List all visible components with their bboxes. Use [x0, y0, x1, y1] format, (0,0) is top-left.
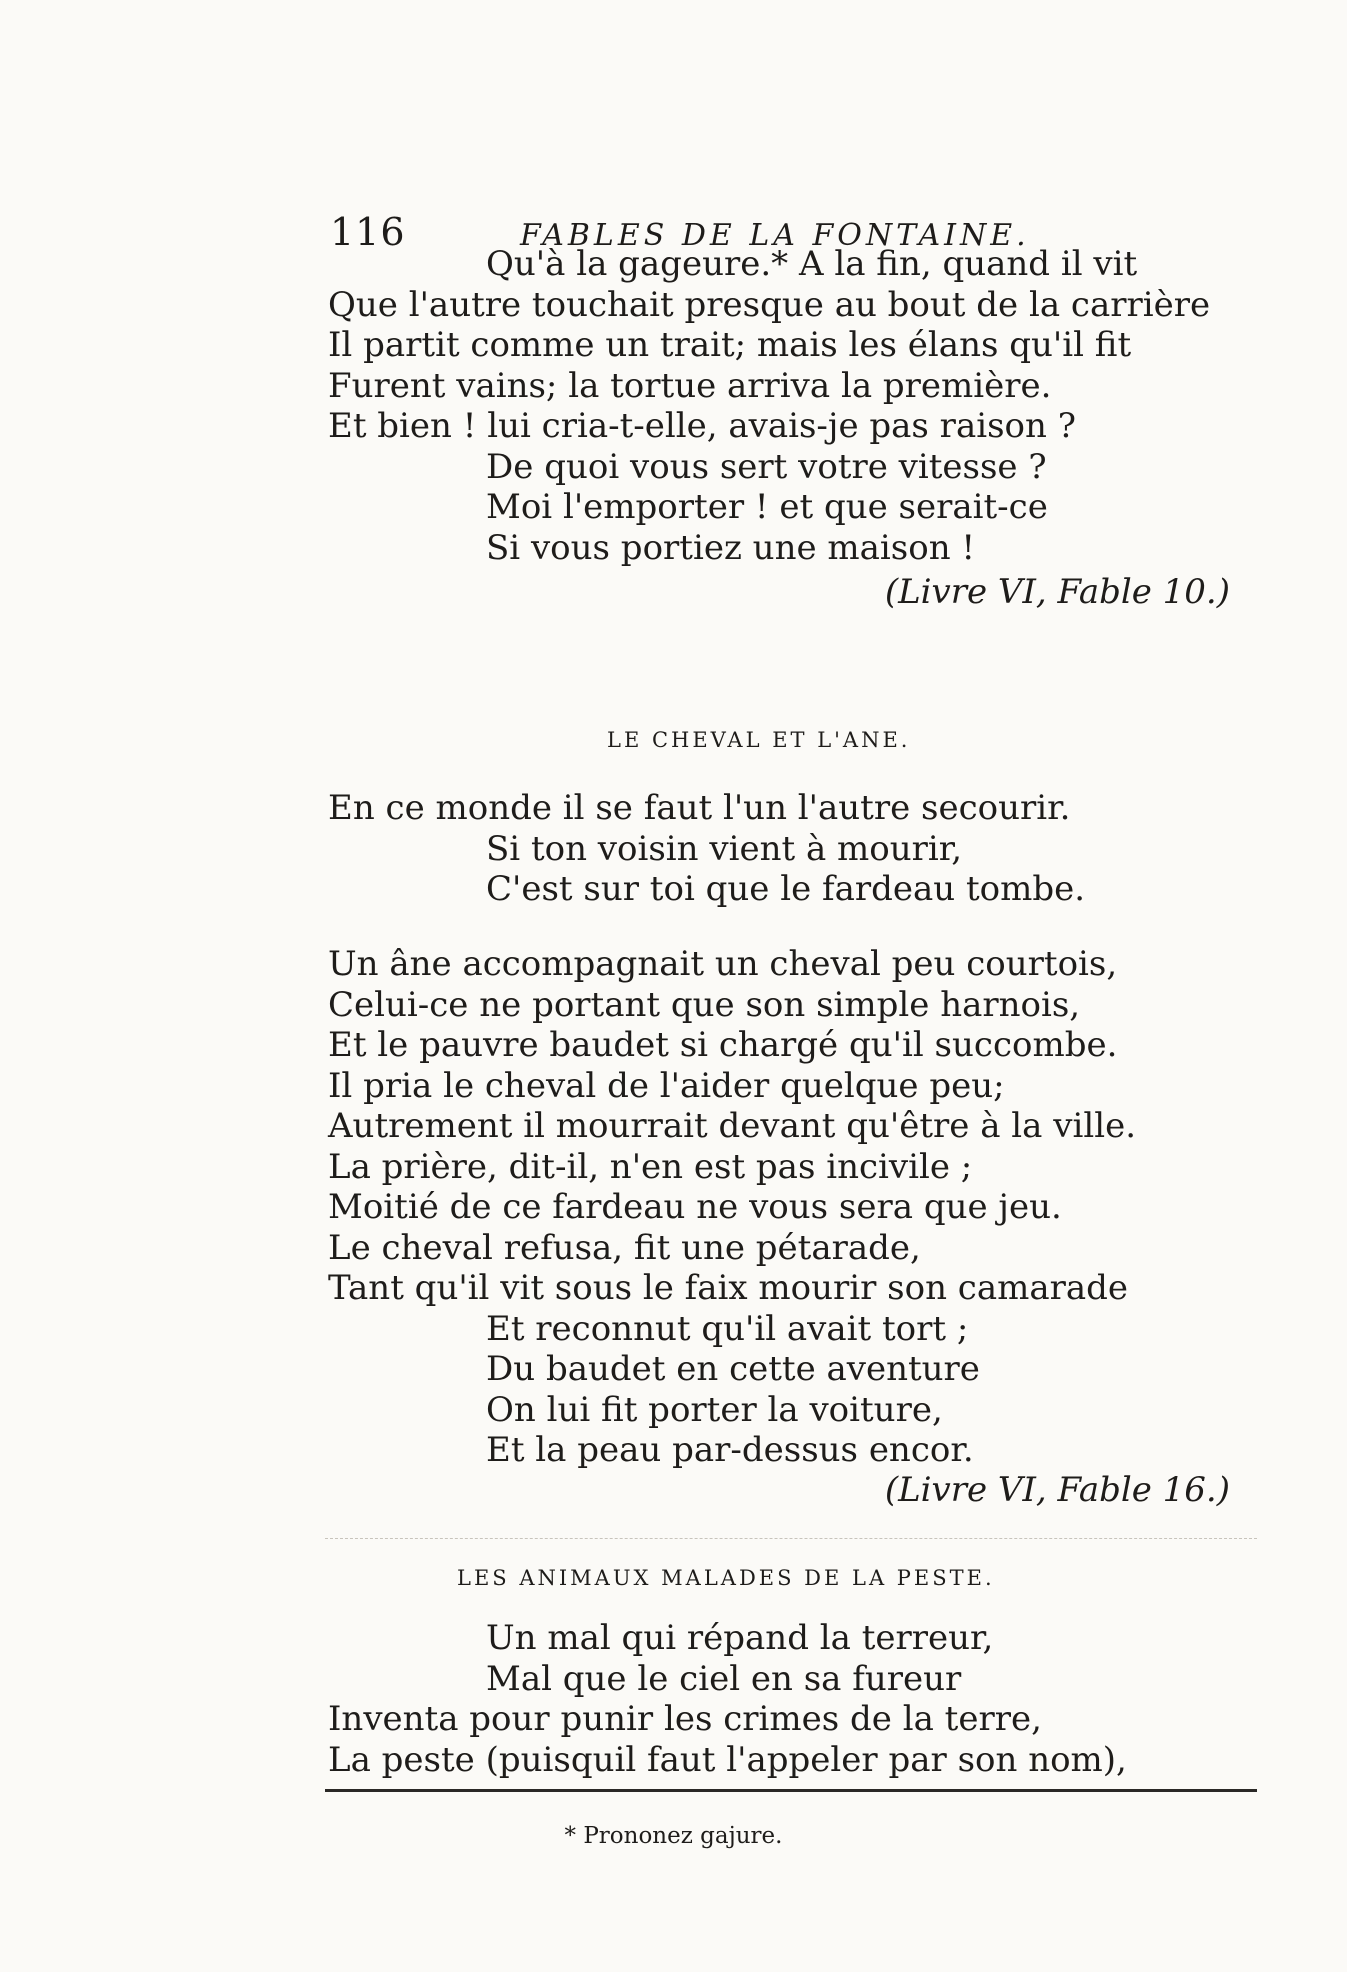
- verse-line: Qu'à la gageure.* A la fin, quand il vit: [486, 244, 1138, 284]
- verse-line: Furent vains; la tortue arriva la première.: [328, 365, 1052, 406]
- section-divider: [325, 1538, 1257, 1539]
- running-head: FABLES DE LA FONTAINE.: [520, 218, 1030, 253]
- footnote-rule: [325, 1789, 1257, 1792]
- verse-line: Que l'autre touchait presque au bout de la carrière: [328, 284, 1211, 325]
- verse-line: On lui fit porter la voiture,: [486, 1389, 943, 1430]
- fable2-title: LE CHEVAL ET L'ANE.: [607, 728, 911, 752]
- verse-line: La peste (puisquil faut l'appeler par son nom),: [328, 1739, 1127, 1780]
- verse-line: Inventa pour punir les crimes de la terre,: [328, 1699, 1042, 1739]
- verse-line: La prière, dit-il, n'en est pas incivile ;: [328, 1146, 973, 1187]
- verse-line: C'est sur toi que le fardeau tombe.: [486, 869, 1086, 909]
- verse-line: Et bien ! lui cria-t-elle, avais-je pas raison ?: [328, 406, 1076, 446]
- verse-line: Autrement il mourrait devant qu'être à la ville.: [328, 1106, 1136, 1146]
- verse-line: Du baudet en cette aventure: [486, 1349, 980, 1389]
- verse-line: Il partit comme un trait; mais les élans qu'il fit: [328, 325, 1132, 365]
- verse-line: Si vous portiez une maison !: [486, 527, 976, 568]
- fable2-stanza: [328, 944, 1268, 1471]
- verse-line: Et le pauvre baudet si chargé qu'il succombe.: [328, 1025, 1118, 1065]
- verse-line: Moitié de ce fardeau ne vous sera que jeu.: [328, 1187, 1062, 1227]
- verse-line: Un mal qui répand la terreur,: [486, 1618, 994, 1658]
- page-number: 116: [330, 210, 406, 254]
- fable3-stanza: [328, 1618, 1268, 1780]
- fable2-credit: (Livre VI, Fable 16.): [884, 1470, 1230, 1510]
- verse-line: Si ton voisin vient à mourir,: [486, 828, 963, 869]
- fable3-title: LES ANIMAUX MALADES DE LA PESTE.: [457, 1566, 995, 1590]
- verse-line: Et la peau par-dessus encor.: [486, 1430, 974, 1470]
- verse-line: Tant qu'il vit sous le faix mourir son camarade: [328, 1268, 1129, 1308]
- fable1-stanza: [328, 244, 1268, 568]
- footnote: * Prononez gajure.: [564, 1823, 783, 1849]
- verse-line: Moi l'emporter ! et que serait-ce: [486, 487, 1048, 527]
- verse-line: Un âne accompagnait un cheval peu courtois,: [328, 944, 1118, 984]
- verse-line: Celui-ce ne portant que son simple harnois,: [328, 984, 1081, 1025]
- verse-line: Le cheval refusa, fit une pétarade,: [328, 1227, 921, 1268]
- verse-line: Et reconnut qu'il avait tort ;: [486, 1308, 969, 1349]
- fable1-credit: (Livre VI, Fable 10.): [884, 572, 1230, 612]
- fable2-moral: [328, 788, 1268, 910]
- verse-line: En ce monde il se faut l'un l'autre secourir.: [328, 788, 1071, 828]
- verse-line: Il pria le cheval de l'aider quelque peu;: [328, 1065, 1005, 1106]
- verse-line: Mal que le ciel en sa fureur: [486, 1658, 962, 1699]
- verse-line: De quoi vous sert votre vitesse ?: [486, 446, 1047, 487]
